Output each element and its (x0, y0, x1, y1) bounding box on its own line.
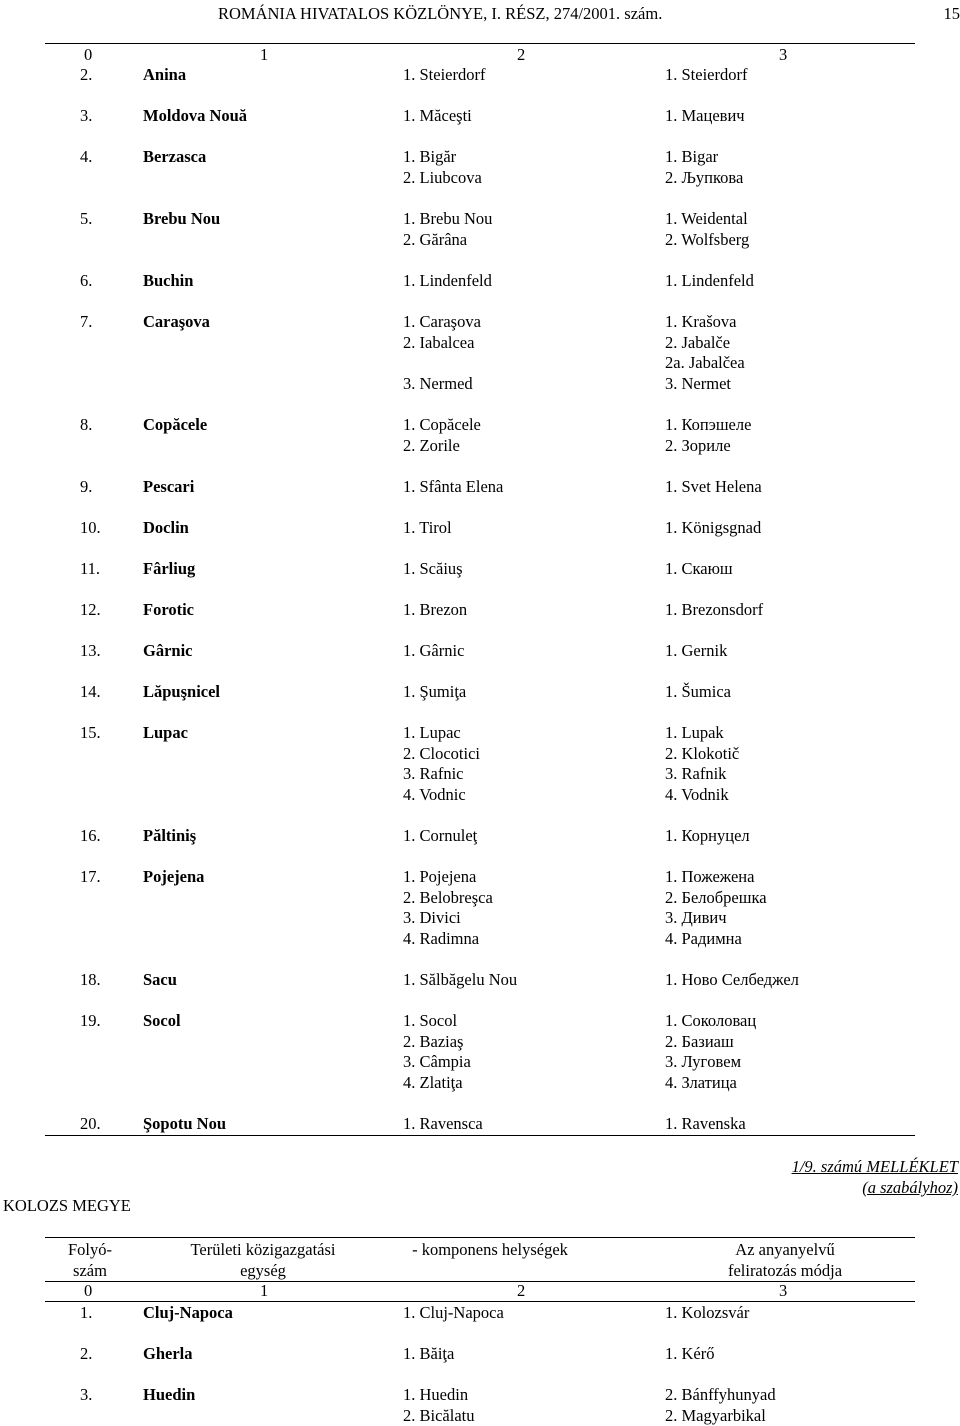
component-locality: 4. Radimna (403, 929, 493, 950)
table1-top-rule (45, 43, 915, 44)
row-number: 2. (80, 65, 92, 85)
row-admin-unit: Păltiniş (143, 826, 196, 846)
component-locality: 1. Caraşova (403, 312, 481, 333)
mother-tongue-name: 3. Rafnik (665, 764, 739, 785)
component-locality (403, 353, 481, 374)
table2-header-number (55, 1239, 125, 1281)
mother-tongue-name: 1. Ravenska (665, 1114, 746, 1135)
row-mother-tongue-names (665, 271, 754, 292)
component-locality: 1. Socol (403, 1011, 471, 1032)
table2-header-unit (168, 1239, 358, 1281)
table1-colnum-2: 2 (517, 45, 525, 65)
mother-tongue-name: 2. Љупкова (665, 168, 743, 189)
header-unit-line-2: egység (168, 1260, 358, 1281)
mother-tongue-name: 1. Ново Селбеджел (665, 970, 799, 991)
row-number: 3. (80, 106, 92, 126)
row-number: 16. (80, 826, 101, 846)
row-admin-unit: Berzasca (143, 147, 206, 167)
component-locality: 1. Şumiţa (403, 682, 466, 703)
row-mother-tongue-names (665, 826, 750, 847)
row-admin-unit: Lăpuşnicel (143, 682, 220, 702)
row-number: 14. (80, 682, 101, 702)
row-components (403, 826, 477, 847)
component-locality: 1. Steierdorf (403, 65, 485, 86)
row-mother-tongue-names (665, 1385, 776, 1426)
mother-tongue-name: 1. Svet Helena (665, 477, 762, 498)
table2-colnum-2: 2 (517, 1281, 525, 1301)
row-components (403, 1344, 454, 1365)
row-components (403, 147, 482, 188)
mother-tongue-name: 1. Пожежена (665, 867, 767, 888)
row-number: 11. (80, 559, 100, 579)
mother-tongue-name: 1. Kérő (665, 1344, 714, 1365)
mother-tongue-name: 1. Соколовац (665, 1011, 756, 1032)
row-number: 2. (80, 1344, 92, 1364)
row-number: 7. (80, 312, 92, 332)
row-admin-unit: Moldova Nouă (143, 106, 247, 126)
row-components (403, 415, 481, 456)
table2-header-components (390, 1239, 590, 1260)
mother-tongue-name: 1. Lupak (665, 723, 739, 744)
component-locality: 2. Gărâna (403, 230, 492, 251)
mother-tongue-name: 2. Wolfsberg (665, 230, 749, 251)
row-admin-unit: Lupac (143, 723, 188, 743)
component-locality: 1. Lindenfeld (403, 271, 492, 292)
component-locality: 2. Clocotici (403, 744, 480, 765)
row-admin-unit: Doclin (143, 518, 189, 538)
row-number: 13. (80, 641, 101, 661)
component-locality: 2. Belobreşca (403, 888, 493, 909)
row-number: 6. (80, 271, 92, 291)
row-components (403, 867, 493, 949)
row-components (403, 723, 480, 805)
mother-tongue-name: 2. Jabalče (665, 333, 745, 354)
row-number: 10. (80, 518, 101, 538)
row-components (403, 271, 492, 292)
component-locality: 2. Baziaş (403, 1032, 471, 1053)
mother-tongue-name: 1. Lindenfeld (665, 271, 754, 292)
row-admin-unit: Caraşova (143, 312, 210, 332)
row-mother-tongue-names (665, 1344, 714, 1365)
component-locality: 3. Rafnic (403, 764, 480, 785)
mother-tongue-name: 1. Скаюш (665, 559, 733, 580)
row-number: 3. (80, 1385, 92, 1405)
row-mother-tongue-names (665, 106, 745, 127)
row-admin-unit: Forotic (143, 600, 194, 620)
mother-tongue-name: 2. Базиаш (665, 1032, 756, 1053)
annex-line-2: (a szabályhoz) (792, 1177, 958, 1198)
row-components (403, 1303, 504, 1324)
mother-tongue-name: 4. Vodnik (665, 785, 739, 806)
row-components (403, 682, 466, 703)
header-number-line-1: Folyó- (55, 1239, 125, 1260)
table1-colnum-3: 3 (779, 45, 787, 65)
component-locality: 1. Sfânta Elena (403, 477, 503, 498)
component-locality: 1. Băiţa (403, 1344, 454, 1365)
row-admin-unit: Buchin (143, 271, 193, 291)
row-components (403, 600, 467, 621)
row-admin-unit: Sacu (143, 970, 177, 990)
component-locality: 1. Lupac (403, 723, 480, 744)
row-admin-unit: Pojejena (143, 867, 204, 887)
component-locality: 2. Zorile (403, 436, 481, 457)
component-locality: 1. Măceşti (403, 106, 472, 127)
mother-tongue-name: 4. Златица (665, 1073, 756, 1094)
row-mother-tongue-names (665, 682, 731, 703)
row-components (403, 65, 485, 86)
row-mother-tongue-names (665, 147, 743, 188)
row-admin-unit: Pescari (143, 477, 194, 497)
row-components (403, 1385, 474, 1426)
row-mother-tongue-names (665, 415, 751, 456)
mother-tongue-name: 1. Мацевич (665, 106, 745, 127)
mother-tongue-name: 1. Steierdorf (665, 65, 747, 86)
row-mother-tongue-names (665, 641, 727, 662)
row-mother-tongue-names (665, 518, 761, 539)
component-locality: 1. Brebu Nou (403, 209, 492, 230)
table1-colnum-0: 0 (84, 45, 92, 65)
component-locality: 2. Liubcova (403, 168, 482, 189)
row-mother-tongue-names (665, 867, 767, 949)
page-header-title: ROMÁNIA HIVATALOS KÖZLÖNYE, I. RÉSZ, 274/2001. szám. (218, 4, 662, 24)
row-number: 5. (80, 209, 92, 229)
mother-tongue-name: 1. Gernik (665, 641, 727, 662)
row-mother-tongue-names (665, 65, 747, 86)
mother-tongue-name: 1. Корнуцел (665, 826, 750, 847)
mother-tongue-name: 1. Weidental (665, 209, 749, 230)
mother-tongue-name: 1. Копэшеле (665, 415, 751, 436)
table2-colnum-1: 1 (260, 1281, 268, 1301)
row-admin-unit: Huedin (143, 1385, 195, 1405)
mother-tongue-name: 3. Лугoвем (665, 1052, 756, 1073)
row-components (403, 312, 481, 394)
annex-line-1: 1/9. számú MELLÉKLET (792, 1156, 958, 1177)
row-components (403, 1011, 471, 1093)
row-components (403, 559, 463, 580)
row-mother-tongue-names (665, 559, 733, 580)
row-components (403, 477, 503, 498)
page-number: 15 (944, 4, 960, 24)
component-locality: 2. Iabalcea (403, 333, 481, 354)
row-components (403, 641, 464, 662)
row-mother-tongue-names (665, 970, 799, 991)
row-number: 9. (80, 477, 92, 497)
component-locality: 3. Divici (403, 908, 493, 929)
row-admin-unit: Şopotu Nou (143, 1114, 226, 1134)
mother-tongue-name: 2a. Jabalčea (665, 353, 745, 374)
table2-colnum-0: 0 (84, 1281, 92, 1301)
row-components (403, 518, 452, 539)
header-unit-line-1: Területi közigazgatási (168, 1239, 358, 1260)
mother-tongue-name: 2. Magyarbikal (665, 1406, 776, 1426)
row-components (403, 1114, 483, 1135)
row-mother-tongue-names (665, 1114, 746, 1135)
component-locality: 1. Scăiuş (403, 559, 463, 580)
row-admin-unit: Anina (143, 65, 186, 85)
header-names-line-2: feliratozás módja (700, 1260, 870, 1281)
mother-tongue-name: 1. Königsgnad (665, 518, 761, 539)
row-admin-unit: Gherla (143, 1344, 193, 1364)
row-components (403, 970, 517, 991)
table2-colnum-rule (45, 1301, 915, 1302)
component-locality: 1. Sălbăgelu Nou (403, 970, 517, 991)
component-locality: 1. Ravensca (403, 1114, 483, 1135)
component-locality: 3. Câmpia (403, 1052, 471, 1073)
county-title: KOLOZS MEGYE (3, 1196, 131, 1216)
mother-tongue-name: 1. Šumica (665, 682, 731, 703)
table2-top-rule (45, 1237, 915, 1238)
row-number: 17. (80, 867, 101, 887)
row-number: 1. (80, 1303, 92, 1323)
row-admin-unit: Cluj-Napoca (143, 1303, 233, 1323)
component-locality: 4. Zlatiţa (403, 1073, 471, 1094)
mother-tongue-name: 3. Nermet (665, 374, 745, 395)
component-locality: 2. Bicălatu (403, 1406, 474, 1426)
table2-colnum-3: 3 (779, 1281, 787, 1301)
row-mother-tongue-names (665, 477, 762, 498)
row-number: 20. (80, 1114, 101, 1134)
row-mother-tongue-names (665, 312, 745, 394)
mother-tongue-name: 1. Krašova (665, 312, 745, 333)
row-mother-tongue-names (665, 723, 739, 805)
row-number: 15. (80, 723, 101, 743)
row-components (403, 106, 472, 127)
row-mother-tongue-names (665, 1011, 756, 1093)
component-locality: 1. Copăcele (403, 415, 481, 436)
mother-tongue-name: 2. Klokotič (665, 744, 739, 765)
row-admin-unit: Socol (143, 1011, 181, 1031)
table1-bottom-rule (45, 1135, 915, 1136)
row-number: 19. (80, 1011, 101, 1031)
row-mother-tongue-names (665, 600, 763, 621)
mother-tongue-name: 2. Bánffyhunyad (665, 1385, 776, 1406)
row-number: 4. (80, 147, 92, 167)
component-locality: 1. Tirol (403, 518, 452, 539)
header-number-line-2: szám (55, 1260, 125, 1281)
row-admin-unit: Brebu Nou (143, 209, 220, 229)
mother-tongue-name: 3. Дивич (665, 908, 767, 929)
component-locality: 3. Nermed (403, 374, 481, 395)
header-components-line-1: - komponens helységek (390, 1239, 590, 1260)
component-locality: 1. Brezon (403, 600, 467, 621)
row-number: 18. (80, 970, 101, 990)
mother-tongue-name: 1. Bigar (665, 147, 743, 168)
component-locality: 1. Bigăr (403, 147, 482, 168)
component-locality: 4. Vodnic (403, 785, 480, 806)
table1-colnum-1: 1 (260, 45, 268, 65)
row-mother-tongue-names (665, 1303, 749, 1324)
component-locality: 1. Pojejena (403, 867, 493, 888)
component-locality: 1. Huedin (403, 1385, 474, 1406)
mother-tongue-name: 1. Brezonsdorf (665, 600, 763, 621)
component-locality: 1. Gârnic (403, 641, 464, 662)
row-number: 8. (80, 415, 92, 435)
row-components (403, 209, 492, 250)
component-locality: 1. Cornuleţ (403, 826, 477, 847)
row-admin-unit: Fârliug (143, 559, 195, 579)
mother-tongue-name: 1. Kolozsvár (665, 1303, 749, 1324)
mother-tongue-name: 4. Радимна (665, 929, 767, 950)
row-mother-tongue-names (665, 209, 749, 250)
mother-tongue-name: 2. Зориле (665, 436, 751, 457)
annex-label (792, 1156, 958, 1198)
row-admin-unit: Copăcele (143, 415, 207, 435)
row-admin-unit: Gârnic (143, 641, 193, 661)
header-names-line-1: Az anyanyelvű (700, 1239, 870, 1260)
mother-tongue-name: 2. Белобрешка (665, 888, 767, 909)
component-locality: 1. Cluj-Napoca (403, 1303, 504, 1324)
table2-header-names (700, 1239, 870, 1281)
row-number: 12. (80, 600, 101, 620)
